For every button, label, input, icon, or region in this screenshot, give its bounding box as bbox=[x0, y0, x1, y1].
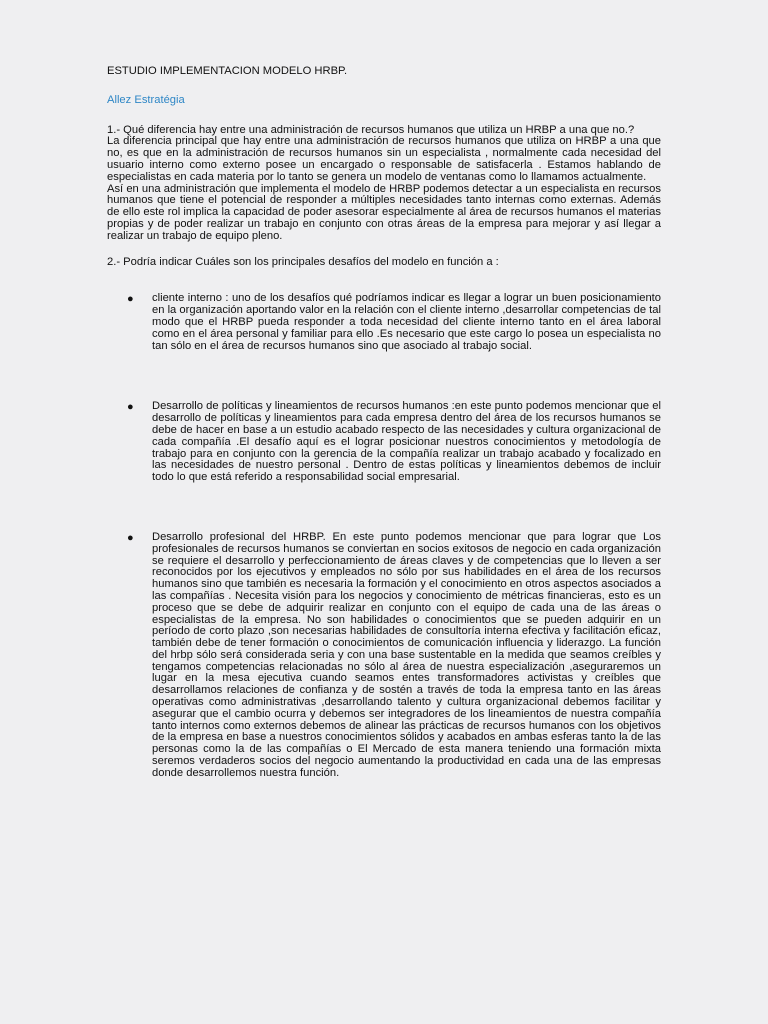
question-2: 2.- Podría indicar Cuáles son los principales desafíos del modelo en función a : bbox=[107, 255, 499, 268]
question-1: 1.- Qué diferencia hay entre una administración de recursos humanos que utiliza un HRBP a una que no.? bbox=[107, 123, 635, 136]
document-content bbox=[107, 66, 661, 780]
bullet-icon: ● bbox=[127, 531, 134, 544]
challenges-list bbox=[107, 293, 661, 779]
answer-1-paragraph-1: La diferencia principal que hay entre una administración de recursos humanos que utiliza on HRBP a una que no, es que en la administración de recursos humanos sin un especialista , normalmente cada necesidad del usuario interno como externo posee un encargado o responsable de satisfacerla . Estamos hablando de especialistas en cada materia por lo tanto se genera un modelo de ventanas como lo llamamos actualmente. bbox=[107, 135, 661, 183]
document-subtitle: Allez Estratégia bbox=[107, 93, 185, 106]
list-item-text: cliente interno : uno de los desafíos qué podríamos indicar es llegar a lograr un buen posicionamiento en la organización aportando valor en la relación con el cliente interno ,desarrollar competencias de tal modo que el HRBP pueda responder a toda necesidad del cliente interno tanto en el área laboral como en el área personal y familiar para ello .Es necesario que este cargo lo posea un especialista no tan sólo en el área de recursos humanos sino que asociado al trabajo social. bbox=[152, 292, 661, 352]
list-item bbox=[107, 532, 661, 780]
document-title: ESTUDIO IMPLEMENTACION MODELO HRBP. bbox=[107, 65, 348, 77]
list-item-text: Desarrollo de políticas y lineamientos de recursos humanos :en este punto podemos mencionar que el desarrollo de políticas y lineamientos para cada empresa dentro del área de los recursos humanos se debe de hacer en base a un estudio acabado respecto de las necesidades y cultura organizacional de cada compañía .El desafío aquí es el lograr posicionar nuestros conocimientos y metodología de trabajo para en conjunto con la gerencia de la compañía realizar un trabajo acabado y focalizado en las necesidades de nuestro personal . Dentro de estas políticas y lineamientos debemos de incluir todo lo que está referido a responsabilidad social empresarial. bbox=[152, 400, 661, 484]
list-item-text: Desarrollo profesional del HRBP. En este punto podemos mencionar que para lograr que Los profesionales de recursos humanos se conviertan en socios exitosos de negocio en cada organización se requiere el desarrollo y perfeccionamiento de áreas claves y de competencias que lo lleven a ser reconocidos por los ejecutivos y empleados no sólo por sus habilidades en el área de los recursos humanos sino que también es necesaria la formación y el conocimiento en otros aspectos asociados a las compañías . Necesita visión para los negocios y conocimiento de métricas financieras, esto es un proceso que se debe de adquirir realizar en conjunto con el equipo de cada una de las áreas o especialistas de la empresa. No son habilidades o conocimientos que se pueden adquirir en un período de corto plazo ,son necesarias habilidades de consultoría interna efectiva y facilitación eficaz, también debe de tener formación o conocimientos de comunicación influencia y liderazgo. La función del hrbp sólo será considerada seria y con una base sustentable en la medida que seamos creíbles y tengamos competencias relacionadas no sólo al área de nuestra especialización ,aseguraremos un lugar en la mesa ejecutiva cuando seamos entes transformadores activistas y creíbles que desarrollamos relaciones de confianza y de sostén a través de toda la empresa tanto en las áreas operativas como administrativas ,desarrollando talento y cultura organizacional debemos facilitar y asegurar que el cambio ocurra y debemos ser integradores de los lineamientos de nuestra compañía tanto internos como externos debemos de alinear las prácticas de recursos humanos con los objetivos de la empresa en base a nuestros conocimientos sólidos y acabados en ambas esferas tanto la de las personas como la de las compañías o El Mercado de esta manera teniendo una formación mixta seremos verdaderos socios del negocio aumentando la productividad en cada una de las empresas donde desarrollemos nuestra función. bbox=[152, 530, 661, 779]
bullet-icon: ● bbox=[127, 401, 134, 414]
answer-1-paragraph-2: Así en una administración que implementa el modelo de HRBP podemos detectar a un especialista en recursos humanos que tiene el potencial de responder a múltiples necesidades tanto internas como externas. Además de ello este rol implica la capacidad de poder asesorar especialmente al área de recursos humanos el materias propias y de poder realizar un trabajo en conjunto con otras áreas de la empresa para mejorar y así llegar a realizar un trabajo de equipo pleno. bbox=[107, 182, 661, 242]
list-item bbox=[107, 401, 661, 484]
list-item bbox=[107, 293, 661, 352]
bullet-icon: ● bbox=[127, 293, 134, 306]
